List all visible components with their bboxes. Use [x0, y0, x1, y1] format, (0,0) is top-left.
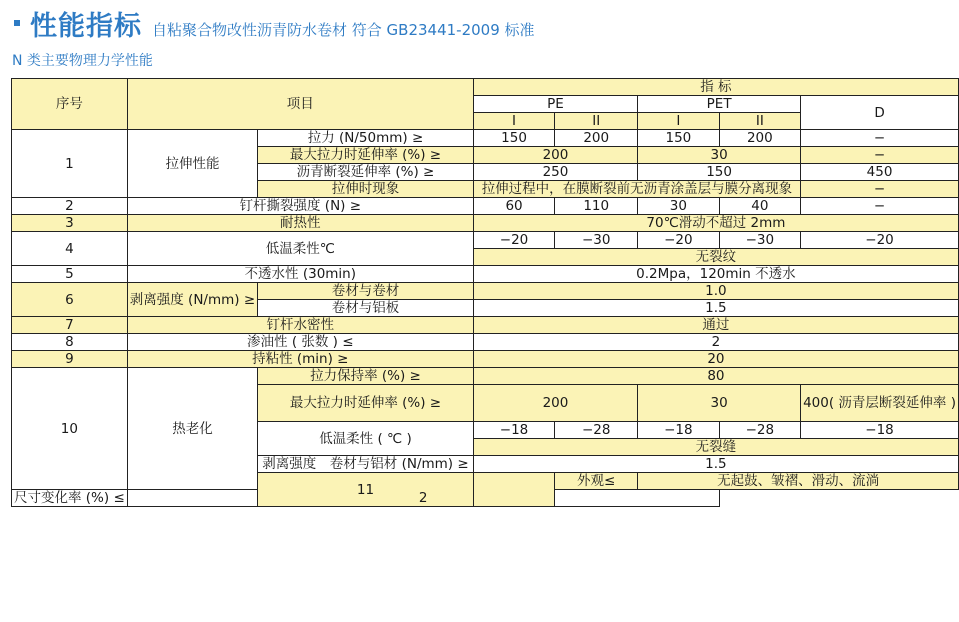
value-cell: 150: [473, 130, 554, 147]
row-no: 11: [258, 473, 474, 507]
header-pe: PE: [473, 96, 637, 113]
item-label: 拉力保持率 (%) ≥: [258, 368, 474, 385]
row-no: 10: [12, 368, 128, 490]
value-cell: 250: [473, 164, 637, 181]
item-label: 钉杆撕裂强度 (N) ≥: [127, 198, 473, 215]
table-row: [12, 334, 959, 351]
item-label: 拉力 (N/50mm) ≥: [258, 130, 474, 147]
row-no: 9: [12, 351, 128, 368]
row-no: 7: [12, 317, 128, 334]
row-no: 2: [12, 198, 128, 215]
value-cell: 30: [638, 198, 719, 215]
value-cell: 150: [638, 164, 801, 181]
item-label: 渗油性 ( 张数 ) ≤: [127, 334, 473, 351]
item-label: 沥青断裂延伸率 (%) ≥: [258, 164, 474, 181]
value-cell: 无裂纹: [473, 249, 958, 266]
value-cell: −20: [638, 232, 719, 249]
value-cell: 1.5: [473, 300, 958, 317]
item-label: 钉杆水密性: [127, 317, 473, 334]
table-row: [12, 215, 959, 232]
item-label: 低温柔性 ( ℃ ): [258, 422, 474, 456]
value-cell: 2: [127, 490, 719, 507]
header-pet-ii: II: [719, 113, 800, 130]
value-cell: −18: [801, 422, 959, 439]
value-cell: 30: [638, 147, 801, 164]
value-cell: −30: [719, 232, 800, 249]
value-cell: 0.2Mpa，120min 不透水: [473, 266, 958, 283]
section-title: N 类主要物理力学性能: [12, 53, 153, 69]
table-row: [12, 490, 959, 507]
table-row: [12, 317, 959, 334]
row-no: 4: [12, 232, 128, 266]
row-no: 5: [12, 266, 128, 283]
header-d: D: [801, 96, 959, 130]
header-pe-i: I: [473, 113, 554, 130]
header-pet-i: I: [638, 113, 719, 130]
row-category: 剥离强度 (N/mm) ≥: [127, 283, 257, 317]
table-row: [12, 232, 959, 249]
value-cell: 200: [473, 147, 637, 164]
header-row: [12, 79, 959, 96]
row-no: 3: [12, 215, 128, 232]
item-label: 不透水性 (30min): [127, 266, 473, 283]
value-cell: 2: [473, 334, 958, 351]
row-category: 热老化: [127, 368, 257, 490]
value-cell: 80: [473, 368, 958, 385]
value-cell: 通过: [473, 317, 958, 334]
value-cell: −: [801, 147, 959, 164]
item-label: 最大拉力时延伸率 (%) ≥: [258, 147, 474, 164]
value-cell: 450: [801, 164, 959, 181]
page-header: [14, 4, 535, 44]
value-cell: −: [801, 181, 959, 198]
item-label: 尺寸变化率 (%) ≤: [12, 490, 128, 507]
row-no: 8: [12, 334, 128, 351]
header-item: 项目: [127, 79, 473, 130]
value-cell: 拉伸过程中，在膜断裂前无沥青涂盖层与膜分离现象: [473, 181, 800, 198]
header-no: 序号: [12, 79, 128, 130]
page-subtitle: 自粘聚合物改性沥青防水卷材 符合 GB23441-2009 标准: [152, 21, 535, 39]
value-cell: 150: [638, 130, 719, 147]
value-cell: 110: [555, 198, 638, 215]
value-cell: 200: [473, 385, 637, 422]
value-cell: 1.5: [473, 456, 958, 473]
table-row: [12, 130, 959, 147]
page-title: 性能指标: [30, 11, 142, 42]
table-row: [12, 198, 959, 215]
bullet-square-icon: [14, 20, 20, 26]
item-label: 持粘性 (min) ≥: [127, 351, 473, 368]
row-no: 6: [12, 283, 128, 317]
value-cell: 400( 沥青层断裂延伸率 ): [801, 385, 959, 422]
value-cell: 20: [473, 351, 958, 368]
spec-table: [11, 78, 959, 507]
value-cell: 无起鼓、皱褶、滑动、流淌: [638, 473, 959, 490]
header-pet: PET: [638, 96, 801, 113]
value-cell: 200: [555, 130, 638, 147]
value-cell: 1.0: [473, 283, 958, 300]
item-label: 外观≤: [555, 473, 638, 490]
item-label: 最大拉力时延伸率 (%) ≥: [258, 385, 474, 422]
table-row: [12, 266, 959, 283]
value-cell: −18: [473, 422, 554, 439]
header-index: 指 标: [473, 79, 958, 96]
table-row: [12, 351, 959, 368]
value-cell: −18: [638, 422, 719, 439]
item-label: 卷材与卷材: [258, 283, 474, 300]
value-cell: 30: [638, 385, 801, 422]
item-label: 卷材与铝板: [258, 300, 474, 317]
value-cell: 无裂缝: [473, 439, 958, 456]
table-row: [12, 368, 959, 385]
value-cell: −: [801, 130, 959, 147]
value-cell: 60: [473, 198, 554, 215]
value-cell: −28: [555, 422, 638, 439]
value-cell: −30: [555, 232, 638, 249]
table-row: [12, 283, 959, 300]
header-pe-ii: II: [555, 113, 638, 130]
value-cell: −20: [473, 232, 554, 249]
value-cell: −: [801, 198, 959, 215]
value-cell: 70℃滑动不超过 2mm: [473, 215, 958, 232]
value-cell: −20: [801, 232, 959, 249]
row-category: 拉伸性能: [127, 130, 257, 198]
item-label: 耐热性: [127, 215, 473, 232]
row-no: 1: [12, 130, 128, 198]
item-label: 剥离强度 卷材与铝材 (N/mm) ≥: [258, 456, 474, 473]
value-cell: 40: [719, 198, 800, 215]
value-cell: −28: [719, 422, 800, 439]
value-cell: 200: [719, 130, 800, 147]
item-label: 拉伸时现象: [258, 181, 474, 198]
item-label: 低温柔性℃: [127, 232, 473, 266]
